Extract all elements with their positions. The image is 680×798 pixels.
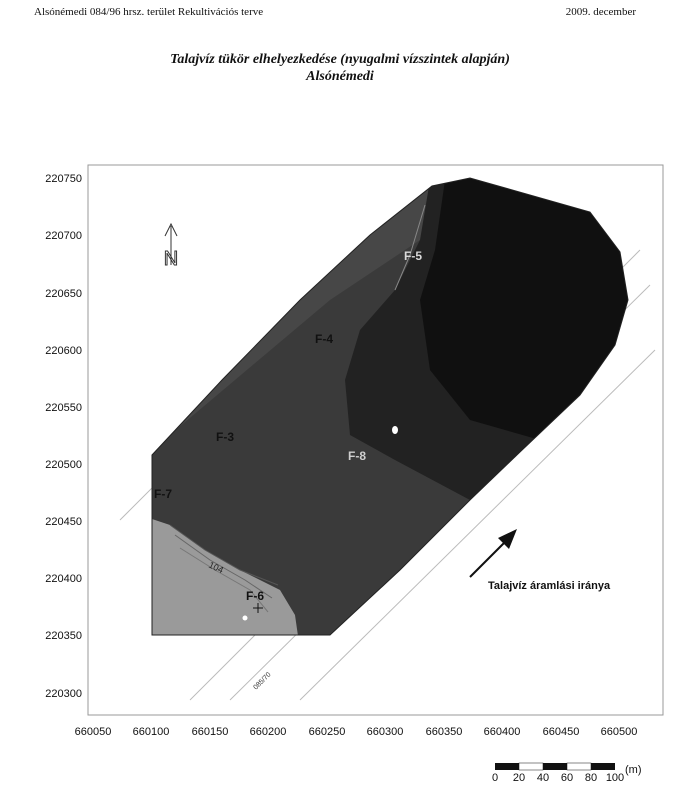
y-tick: 220600 xyxy=(45,345,82,357)
map-title: Talajvíz tükör elhelyezkedése (nyugalmi vízszintek alapján) xyxy=(170,52,510,67)
y-tick: 220650 xyxy=(45,288,82,300)
well-label-f6: F-6 xyxy=(246,589,264,603)
y-tick: 220300 xyxy=(45,688,82,700)
well-marker-f8 xyxy=(392,426,398,434)
y-tick: 220700 xyxy=(45,230,82,242)
parcel-label: 085/70 xyxy=(252,671,273,692)
y-tick: 220500 xyxy=(45,459,82,471)
x-tick: 660350 xyxy=(425,726,463,738)
flow-direction-label: Talajvíz áramlási iránya xyxy=(488,580,611,592)
well-marker-f6 xyxy=(243,616,248,621)
contour-label: 104 xyxy=(207,559,226,576)
y-tick: 220350 xyxy=(45,630,82,642)
x-tick: 660200 xyxy=(249,726,287,738)
well-label-f3: F-3 xyxy=(216,430,234,444)
scale-label: 100 xyxy=(605,772,625,784)
x-tick: 660100 xyxy=(132,726,170,738)
north-label: N xyxy=(163,248,179,270)
y-axis xyxy=(45,173,82,700)
x-tick: 660300 xyxy=(366,726,404,738)
well-label-f7: F-7 xyxy=(154,487,172,501)
x-tick: 660050 xyxy=(74,726,112,738)
x-tick: 660250 xyxy=(308,726,346,738)
y-tick: 220550 xyxy=(45,402,82,414)
document-header-left: Alsónémedi 084/96 hrsz. terület Rekultivációs terve xyxy=(34,6,264,18)
scale-bar xyxy=(492,763,642,784)
map-subtitle: Alsónémedi xyxy=(306,69,374,84)
scale-label: 0 xyxy=(491,772,499,784)
x-tick: 660500 xyxy=(600,726,638,738)
scale-unit: (m) xyxy=(625,764,642,776)
well-label-f8: F-8 xyxy=(348,449,366,463)
well-label-f4: F-4 xyxy=(315,332,333,346)
y-tick: 220750 xyxy=(45,173,82,185)
scale-label: 20 xyxy=(512,772,526,784)
scale-label: 60 xyxy=(560,772,574,784)
scale-label: 80 xyxy=(584,772,598,784)
scale-label: 40 xyxy=(536,772,550,784)
document-header-date: 2009. december xyxy=(565,6,636,18)
x-tick: 660150 xyxy=(191,726,229,738)
well-label-f5: F-5 xyxy=(404,249,422,263)
y-tick: 220450 xyxy=(45,516,82,528)
x-tick: 660450 xyxy=(542,726,580,738)
x-axis xyxy=(75,726,638,738)
y-tick: 220400 xyxy=(45,573,82,585)
x-tick: 660400 xyxy=(483,726,521,738)
